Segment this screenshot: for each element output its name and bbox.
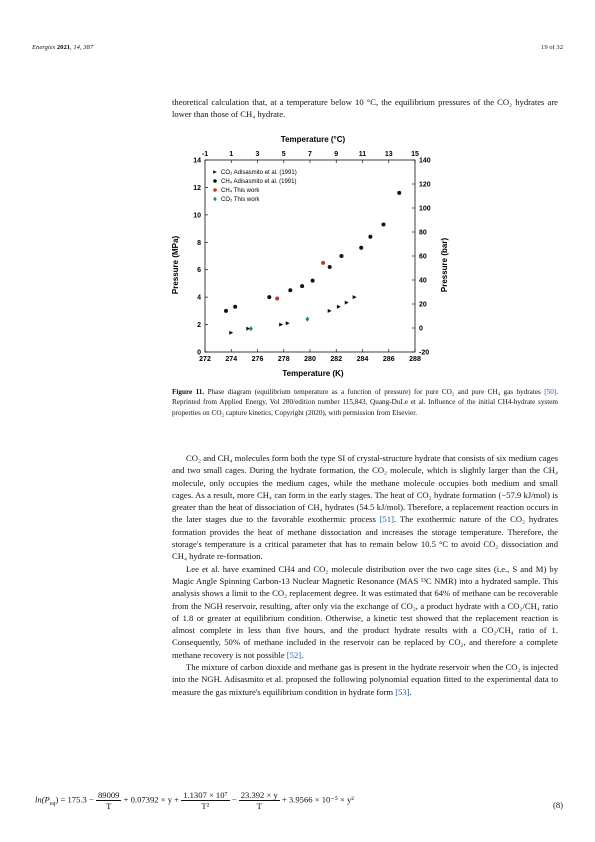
- y-tick-label: 12: [193, 184, 201, 192]
- paragraph-cage-structure: CO₂ and CH₄ molecules form both the type SI of crystal-structure hydrate that consists of six medium cages and two small cages. During the hydrate formation, the CO₂ molecule, which is slightly larger than the CH₄ molecule, only occupies the medium cages, while the methane molecule occupies both medium and small cages. As a result, more CH₄ can form in the early stages. The heat of CO₂ hydrate formation (−57.9 kJ/mol) is greater than the heat of dissociation of CH₄ hydrates (54.5 kJ/mol). Therefore, a replacement reaction occurs in the later stages due to the favorable exothermic process [51]. The exothermic nature of the CO₂ hydrates formation provides the heat of methane dissociation and increases the storage temperature. Therefore, the storage's temperature is a critical parameter that has to remain below 10.5 °C to avoid CO₂ dissociation and CH₄ hydrate re-formation.: [172, 453, 558, 562]
- data-point: [353, 295, 357, 299]
- y2-tick-label: 0: [419, 325, 423, 333]
- x2-tick-label: 3: [255, 151, 260, 158]
- figure-label: Figure 11.: [172, 388, 205, 396]
- legend-label: CH₄ Adisasmito et al. (1991): [221, 179, 297, 185]
- x-tick-label: 278: [277, 356, 290, 363]
- x2-tick-label: 7: [308, 151, 312, 158]
- x2-tick-label: 13: [384, 151, 393, 158]
- equation-8: $\ln(P_{eq}) = 175.3$ − $\frac{89009}{T}$ + 0.07392 × y + $\frac{\text{1.1307 × 10⁷}}{\text{T²}}$ − $\frac{23.392 \times y}{T}$ + 3.9566 × 10⁻⁵ × y² (8): [35, 790, 563, 811]
- legend-label: CO₂ Adisasmito et al. (1991): [221, 170, 297, 176]
- x-tick-label: 276: [251, 356, 264, 363]
- data-point: [300, 284, 304, 288]
- data-point: [397, 191, 401, 195]
- equation-number: (8): [552, 800, 563, 810]
- data-point: [368, 235, 372, 239]
- data-point: [224, 309, 228, 313]
- data-point: [229, 331, 233, 335]
- x2-tick-label: 1: [229, 151, 234, 158]
- data-point: [345, 301, 349, 305]
- paragraph-gas-mixture: The mixture of carbon dioxide and methane gas is present in the hydrate reservoir when the CO₂ is injected into the NGH. Adisasmito et al. proposed the following polynomial equation fitted to the experimental data to measure the gas mixture's equilibrium condition in hydrate form [53].: [172, 662, 558, 697]
- x2-tick-label: 9: [334, 151, 339, 158]
- y2-tick-label: 140: [419, 157, 431, 165]
- data-point: [311, 279, 315, 283]
- intro-paragraph: theoretical calculation that, at a temperature below 10 °C, the equilibrium pressures of the CO₂ hydrates are lower than those of CH₄ hydrate.: [172, 97, 558, 120]
- y2-tick-label: 120: [419, 181, 431, 189]
- y2-tick-label: 100: [419, 205, 431, 213]
- y-tick-label: 8: [197, 239, 201, 247]
- y-tick-label: 14: [193, 157, 201, 165]
- data-point: [359, 246, 363, 250]
- body-text: [172, 452, 558, 698]
- data-point: [279, 323, 283, 327]
- legend-marker: [213, 188, 217, 192]
- x-tick-label: 284: [356, 356, 369, 363]
- citation-link[interactable]: [52]: [286, 649, 302, 660]
- data-point: [267, 295, 271, 299]
- x2-tick-label: -1: [201, 151, 209, 158]
- x2-tick-label: 15: [411, 151, 419, 158]
- chart-y2-axis-title: Pressure (bar): [440, 237, 449, 293]
- y2-tick-label: 60: [419, 253, 427, 261]
- chart-top-axis-title: Temperature (°C): [280, 135, 346, 144]
- legend-label: CH₄ This work: [221, 188, 260, 194]
- data-point: [321, 261, 325, 265]
- x-tick-label: 272: [199, 356, 211, 363]
- fraction: $\frac{\text{1.1307 × 10⁷}}{\text{T²}}$: [183, 790, 228, 811]
- legend-label: CO₂ This work: [221, 197, 260, 203]
- data-point: [288, 288, 292, 292]
- y-tick-label: 2: [197, 322, 201, 330]
- y-tick-label: 10: [193, 212, 201, 220]
- legend-marker: [213, 170, 217, 174]
- data-point: [328, 265, 332, 269]
- legend-marker: [213, 197, 217, 202]
- fraction: $\frac{89009}{T}$: [97, 790, 120, 811]
- y2-tick-label: -20: [419, 349, 430, 357]
- x-tick-label: 280: [304, 356, 316, 363]
- data-point: [340, 254, 344, 258]
- y-tick-label: 0: [197, 349, 201, 357]
- legend-marker: [213, 179, 217, 183]
- data-point: [275, 297, 279, 301]
- data-point: [337, 305, 341, 309]
- chart-y-axis-title: Pressure (MPa): [171, 235, 180, 295]
- x-tick-label: 288: [409, 356, 421, 363]
- data-point: [233, 305, 237, 309]
- y-tick-label: 6: [197, 267, 201, 275]
- data-point: [328, 309, 332, 313]
- data-point: [286, 321, 290, 325]
- citation-link[interactable]: [53]: [395, 686, 410, 697]
- x2-tick-label: 11: [358, 151, 367, 158]
- y2-tick-label: 80: [419, 229, 427, 237]
- y2-tick-label: 40: [419, 277, 427, 285]
- x-tick-label: 286: [382, 356, 395, 363]
- citation-link[interactable]: [51]: [379, 514, 395, 525]
- x2-tick-label: 5: [281, 151, 286, 158]
- fraction: $\frac{23.392 \times y}{T}$: [240, 790, 278, 811]
- y2-tick-label: 20: [419, 301, 427, 309]
- data-point: [382, 222, 386, 226]
- y-tick-label: 4: [197, 294, 201, 302]
- page-number: 19 of 32: [541, 44, 563, 51]
- data-point: [305, 316, 309, 321]
- figure-caption: Figure 11. Phase diagram (equilibrium temperature as a function of pressure) for pure CO₂ and pure CH₄ gas hydrates [50]. Reprinted from Applied Energy, Vol 280/edition number 115,843, Quang-DuLe et al. Influence of the initial CH4-hydrate system properties on CO₂ capture kinetics, Copyright (2020), with permission from Elsevier.: [172, 388, 558, 417]
- data-point: [249, 326, 253, 331]
- paragraph-lee-nmr: Lee et al. have examined CH4 and CO₂ molecule distribution over the two cage sites (i.e., S and M) by Magic Angle Spinning Carbon-13 Nuclear Magnetic Resonance (MAS ¹³C NMR) into a hydrated sample. This analysis shows a limit to the CO₂ replacement degree. It was estimated that 64% of methane can be recoverable from the NGH reservoir, resulting, after only via the exchange of CO₂, a product hydrate with a CO₂/CH₄ ratio of 1.8 or greater at equilibrium condition. Otherwise, a kinetic test showed that the replacement reaction is almost complete in less than five hours, and the product hydrate results with a CO₂/CH₄ ratio of 1. Consequently, 50% of methane included in the reservoir can be replaced by CO₂, and therefore a complete methane recovery is not possible [52].: [172, 563, 558, 660]
- running-header-journal: Energies 2021, 14, 387: [32, 44, 94, 51]
- citation-link[interactable]: [50]: [544, 388, 557, 396]
- x-tick-label: 282: [330, 356, 343, 363]
- chart-x-axis-title: Temperature (K): [282, 369, 344, 378]
- phase-diagram-chart: [165, 130, 450, 380]
- x-tick-label: 274: [225, 356, 238, 363]
